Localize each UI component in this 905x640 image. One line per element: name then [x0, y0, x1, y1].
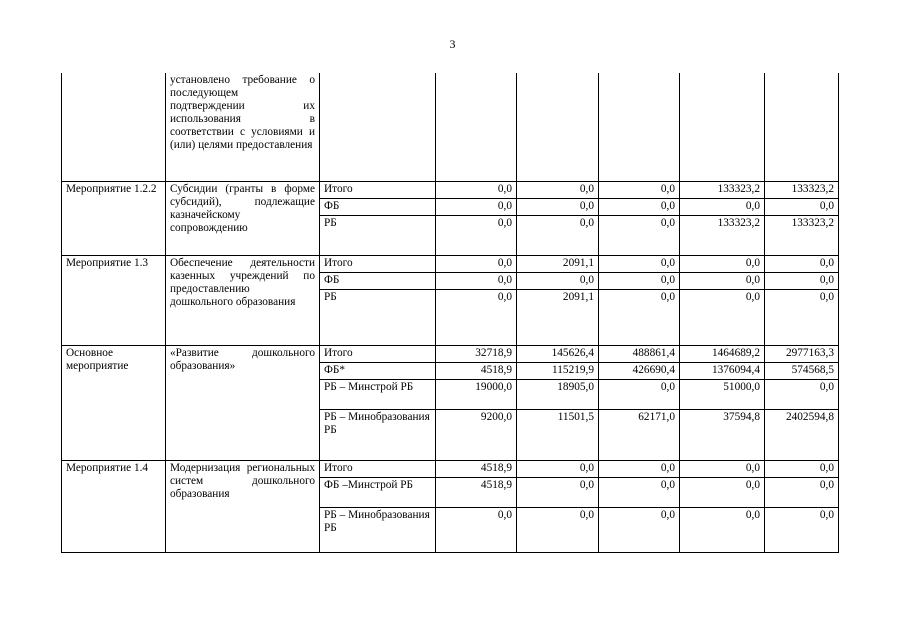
amount-cell: 0,0: [436, 289, 517, 345]
source-cell: Итого: [320, 255, 436, 272]
amount-cell: 488861,4: [599, 345, 680, 362]
amount-cell: 145626,4: [517, 345, 599, 362]
event-cell: Основное мероприятие: [62, 345, 166, 460]
amount-cell: 32718,9: [436, 345, 517, 362]
description-cell: Субсидии (гранты в форме субсидий), подлежащие казначейскому сопровождению: [166, 181, 320, 255]
amount-cell: 426690,4: [599, 362, 680, 379]
amount-cell: 18905,0: [517, 379, 599, 409]
amount-cell: 0,0: [599, 379, 680, 409]
amount-cell: 0,0: [599, 255, 680, 272]
amount-cell: 0,0: [517, 460, 599, 477]
source-cell: Итого: [320, 460, 436, 477]
amount-cell: 0,0: [680, 255, 765, 272]
source-cell: [320, 73, 436, 181]
source-cell: ФБ*: [320, 362, 436, 379]
amount-cell: 0,0: [599, 460, 680, 477]
table-row: [62, 460, 839, 477]
amount-cell: 0,0: [680, 198, 765, 215]
amount-cell: 2402594,8: [765, 409, 839, 460]
event-cell: Мероприятие 1.3: [62, 255, 166, 345]
amount-cell: 0,0: [599, 477, 680, 507]
table-row: [62, 73, 839, 181]
source-cell: РБ – Минобразования РБ: [320, 507, 436, 552]
source-cell: РБ – Минстрой РБ: [320, 379, 436, 409]
amount-cell: 2091,1: [517, 255, 599, 272]
amount-cell: 0,0: [599, 215, 680, 255]
amount-cell: 0,0: [765, 507, 839, 552]
table-row: [62, 181, 839, 198]
amount-cell: 0,0: [436, 255, 517, 272]
amount-cell: 0,0: [680, 507, 765, 552]
source-cell: ФБ: [320, 272, 436, 289]
amount-cell: 115219,9: [517, 362, 599, 379]
amount-cell: 0,0: [599, 507, 680, 552]
amount-cell: 0,0: [436, 198, 517, 215]
amount-cell: [436, 73, 517, 181]
amount-cell: [765, 73, 839, 181]
table-row: [62, 345, 839, 362]
amount-cell: 133323,2: [765, 181, 839, 198]
amount-cell: 0,0: [599, 289, 680, 345]
amount-cell: 133323,2: [765, 215, 839, 255]
amount-cell: 0,0: [599, 198, 680, 215]
description-cell: Обеспечение деятельности казенных учреждений по предоставлению дошкольного образования: [166, 255, 320, 345]
amount-cell: 0,0: [680, 272, 765, 289]
amount-cell: 133323,2: [680, 181, 765, 198]
amount-cell: 2977163,3: [765, 345, 839, 362]
amount-cell: 37594,8: [680, 409, 765, 460]
amount-cell: 0,0: [517, 507, 599, 552]
amount-cell: 0,0: [765, 460, 839, 477]
source-cell: Итого: [320, 345, 436, 362]
source-cell: РБ: [320, 289, 436, 345]
amount-cell: 0,0: [765, 379, 839, 409]
amount-cell: 0,0: [517, 272, 599, 289]
table-row: [62, 255, 839, 272]
amount-cell: 0,0: [599, 272, 680, 289]
description-cell: установлено требование о последующем подтверждении их использования в соответствии с условиями и (или) целями предоставления: [166, 73, 320, 181]
amount-cell: 0,0: [436, 507, 517, 552]
event-cell: [62, 73, 166, 181]
amount-cell: 11501,5: [517, 409, 599, 460]
source-cell: РБ: [320, 215, 436, 255]
source-cell: Итого: [320, 181, 436, 198]
amount-cell: 19000,0: [436, 379, 517, 409]
amount-cell: 0,0: [765, 198, 839, 215]
amount-cell: 4518,9: [436, 460, 517, 477]
amount-cell: 0,0: [436, 215, 517, 255]
event-cell: Мероприятие 1.4: [62, 460, 166, 552]
program-funding-table: [61, 73, 839, 553]
amount-cell: 0,0: [436, 181, 517, 198]
amount-cell: 62171,0: [599, 409, 680, 460]
amount-cell: [680, 73, 765, 181]
source-cell: ФБ –Минстрой РБ: [320, 477, 436, 507]
source-cell: РБ – Минобразования РБ: [320, 409, 436, 460]
amount-cell: 0,0: [680, 289, 765, 345]
amount-cell: 0,0: [599, 181, 680, 198]
amount-cell: 0,0: [765, 255, 839, 272]
description-cell: «Развитие дошкольного образования»: [166, 345, 320, 460]
amount-cell: 0,0: [765, 289, 839, 345]
amount-cell: 0,0: [680, 460, 765, 477]
amount-cell: 0,0: [436, 272, 517, 289]
amount-cell: 0,0: [517, 181, 599, 198]
amount-cell: 1464689,2: [680, 345, 765, 362]
amount-cell: 133323,2: [680, 215, 765, 255]
amount-cell: 4518,9: [436, 477, 517, 507]
amount-cell: 0,0: [765, 272, 839, 289]
amount-cell: 574568,5: [765, 362, 839, 379]
amount-cell: 1376094,4: [680, 362, 765, 379]
amount-cell: 51000,0: [680, 379, 765, 409]
page-number: 3: [449, 37, 456, 51]
amount-cell: 9200,0: [436, 409, 517, 460]
event-cell: Мероприятие 1.2.2: [62, 181, 166, 255]
amount-cell: 2091,1: [517, 289, 599, 345]
amount-cell: 0,0: [680, 477, 765, 507]
amount-cell: 4518,9: [436, 362, 517, 379]
amount-cell: [599, 73, 680, 181]
amount-cell: 0,0: [517, 215, 599, 255]
amount-cell: 0,0: [517, 198, 599, 215]
description-cell: Модернизация региональных систем дошкольного образования: [166, 460, 320, 552]
source-cell: ФБ: [320, 198, 436, 215]
amount-cell: [517, 73, 599, 181]
amount-cell: 0,0: [517, 477, 599, 507]
amount-cell: 0,0: [765, 477, 839, 507]
